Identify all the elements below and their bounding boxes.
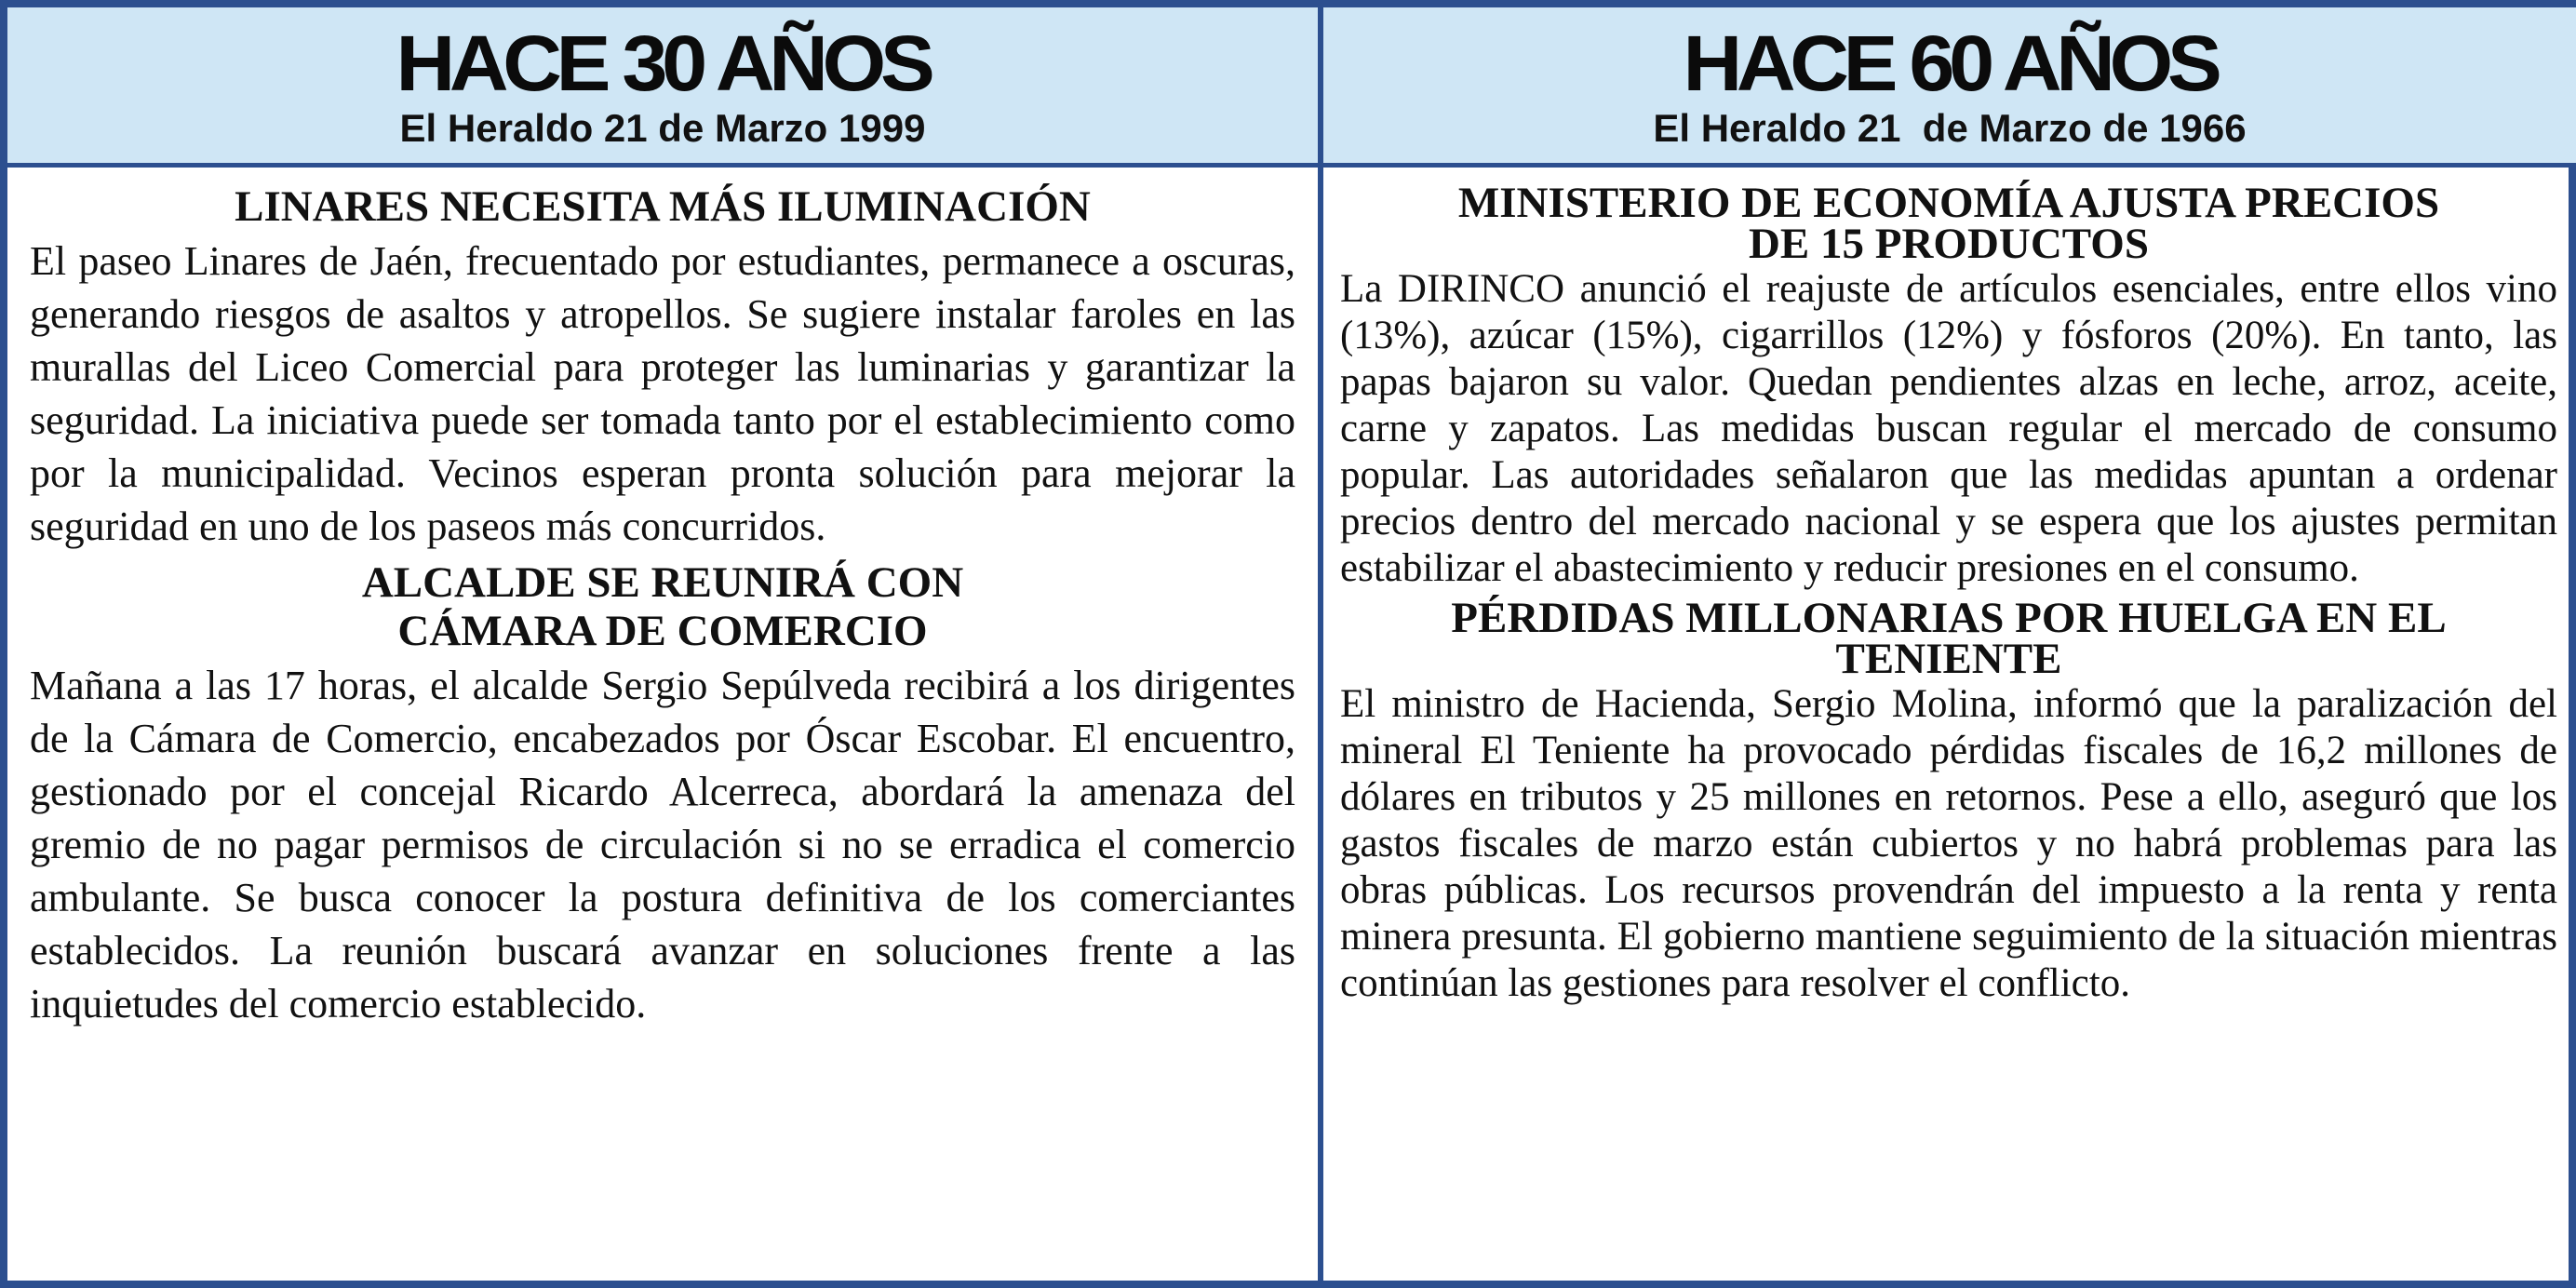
banner-60-years [1323, 7, 2576, 168]
banner-date: El Heraldo 21 de Marzo 1999 [399, 106, 926, 150]
banner-title: HACE 30 AÑOS [396, 20, 930, 107]
article-body: Mañana a las 17 horas, el alcalde Sergio Sepúlveda recibirá a los dirigentes de la Cámara de Comercio, encabezados por Óscar Escobar. El encuentro, gestionado por el concejal Ricardo Alcerreca, abordará la amenaza del gremio de no pagar permisos de circulación si no se erradica el comercio ambulante. Se busca conocer la postura definitiva de los comerciantes establecidos. La reunión buscará avanzar en soluciones frente a las inquietudes del comercio establecido. [30, 663, 1295, 1026]
article-headline [30, 558, 1295, 655]
article-body: El ministro de Hacienda, Sergio Molina, informó que la paralización del mineral El Teniente ha provocado pérdidas fiscales de 16,2 millones de dólares en tributos y 25 millones en retornos. Pese a ello, aseguró que los gastos fiscales de marzo están cubiertos y no habrá problemas para las obras públicas. Los recursos provendrán del impuesto a la renta y renta minera presunta. El gobierno mantiene seguimiento de la situación mientras continúan las gestiones para resolver el conflicto. [1340, 682, 2557, 1005]
headline-line: TENIENTE [1835, 635, 2062, 683]
headline-line: DE 15 PRODUCTOS [1748, 220, 2150, 268]
column-content [7, 168, 1318, 1030]
banner-date: El Heraldo 21 de Marzo de 1966 [1653, 106, 2247, 150]
banner-30-years [7, 7, 1318, 168]
article-body: El paseo Linares de Jaén, frecuentado por estudiantes, permanece a oscuras, generando riesgos de asaltos y atropellos. Se sugiere instalar faroles en las murallas del Liceo Comercial para proteger las luminarias y garantizar la seguridad. La iniciativa puede ser tomada tanto por el establecimiento como por la municipalidad. Vecinos esperan pronta solución para mejorar la seguridad en uno de los paseos más concurridos. [30, 238, 1295, 549]
article-headline [1340, 179, 2557, 268]
headline-line: ALCALDE SE REUNIRÁ CON [361, 558, 964, 607]
column-30-years [7, 7, 1323, 1281]
headline-line: MINISTERIO DE ECONOMÍA AJUSTA PRECIOS [1457, 179, 2440, 227]
article-body: La DIRINCO anunció el reajuste de artículos esenciales, entre ellos vino (13%), azúcar (15%), cigarrillos (12%) y fósforos (20%). En tanto, las papas bajaron su valor. Quedan pendientes alzas en leche, arroz, aceite, carne y zapatos. Las medidas buscan regular el mercado de consumo popular. Las autoridades señalaron que las medidas apuntan a ordenar precios dentro del mercado nacional y se espera que los ajustes permitan estabilizar el abastecimiento y reducir presiones en el consumo. [1340, 267, 2557, 590]
article-headline [1340, 594, 2557, 683]
banner-title: HACE 60 AÑOS [1683, 20, 2217, 107]
article-headline: LINARES NECESITA MÁS ILUMINACIÓN [235, 182, 1091, 231]
headline-line: PÉRDIDAS MILLONARIAS POR HUELGA EN EL [1451, 594, 2447, 642]
column-content [1323, 168, 2576, 1007]
headline-line: CÁMARA DE COMERCIO [397, 607, 928, 655]
column-60-years [1323, 7, 2576, 1281]
